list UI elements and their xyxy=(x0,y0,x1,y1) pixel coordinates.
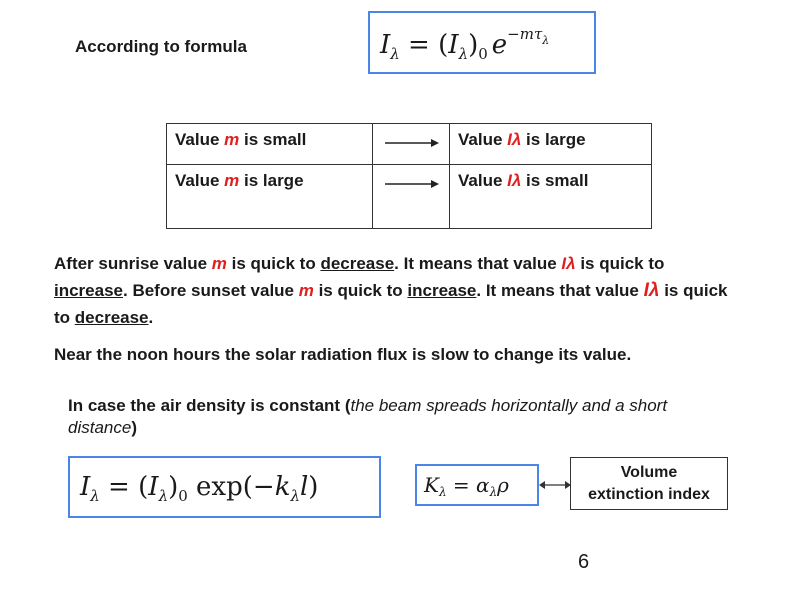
formula-extinction-rho: ρ xyxy=(497,473,509,497)
formula-extinction-eq: = xyxy=(446,473,477,497)
table-cell-arrow xyxy=(373,165,450,229)
para-text: . It means that value xyxy=(476,281,644,300)
formula-exp-lhs-sub: λ xyxy=(90,487,100,505)
para-text: is quick to xyxy=(226,254,321,273)
formula-extinction-lhs-sub: λ xyxy=(438,485,447,499)
arrow-right-icon xyxy=(381,130,441,150)
cell-text: Value xyxy=(458,171,508,190)
para-text: . It means that value xyxy=(394,254,562,273)
comparison-table xyxy=(166,123,652,229)
formula-extinction-lhs: K xyxy=(424,473,439,497)
formula-main-inner-sub: λ xyxy=(458,45,469,63)
para-text: In case the air density is constant ( xyxy=(68,396,351,415)
cell-text: Value xyxy=(175,171,225,190)
para-underlined: increase xyxy=(54,281,123,300)
formula-exp-paren-open: ( xyxy=(138,472,149,502)
para-text: is quick to xyxy=(575,254,665,273)
formula-exp xyxy=(80,472,318,505)
formula-main-eq: = xyxy=(399,30,439,60)
page-number: 6 xyxy=(578,551,590,573)
para-text: is quick to xyxy=(313,281,408,300)
cell-text: is large xyxy=(239,171,304,190)
formula-extinction-alpha-sub: λ xyxy=(489,485,498,499)
formula-exp-l: l xyxy=(299,472,309,502)
formula-extinction xyxy=(424,473,509,499)
table-cell-arrow xyxy=(373,124,450,165)
cell-variable: Iλ xyxy=(507,171,522,190)
paragraph-air-density xyxy=(68,395,718,439)
formula-main-paren-sub: 0 xyxy=(478,45,488,63)
volume-extinction-box xyxy=(570,457,728,510)
table-cell-condition xyxy=(167,124,373,165)
table-cell-result xyxy=(450,165,652,229)
formula-exp-eq: = xyxy=(99,472,139,502)
double-arrow-icon xyxy=(538,478,572,492)
table-cell-condition xyxy=(167,165,373,229)
para-text: . xyxy=(148,308,154,327)
para-text: ) xyxy=(131,418,137,437)
formula-exp-inner: I xyxy=(148,472,159,502)
para-text: After sunrise value xyxy=(54,254,212,273)
table-cell-result xyxy=(450,124,652,165)
formula-exp-k-sub: λ xyxy=(290,487,300,505)
formula-exp-inner-sub: λ xyxy=(158,487,169,505)
formula-exp-paren-sub: 0 xyxy=(178,487,188,505)
cell-text: Value xyxy=(458,130,508,149)
para-italic: the beam spreads horizontally and a short distance xyxy=(68,396,668,437)
formula-main-base: e xyxy=(491,30,508,60)
formula-exp-func: exp xyxy=(187,472,243,502)
formula-exp-lhs: I xyxy=(80,472,91,502)
formula-main-inner: I xyxy=(448,30,459,60)
para-variable: Iλ xyxy=(561,254,576,273)
paragraph-noon: Near the noon hours the solar radiation flux is slow to change its value. xyxy=(54,345,632,364)
para-underlined: increase xyxy=(407,281,477,300)
formula-main xyxy=(380,25,549,63)
intro-label: According to formula xyxy=(75,37,247,56)
arrow-right-icon xyxy=(381,171,441,191)
formula-main-exponent-sub: λ xyxy=(542,34,550,47)
formula-main-paren-close: ) xyxy=(468,30,479,60)
para-text: is quick to xyxy=(54,281,728,327)
formula-extinction-alpha: α xyxy=(476,473,490,497)
cell-text: Value xyxy=(175,130,225,149)
formula-main-paren-open: ( xyxy=(438,30,449,60)
formula-exp-paren-close: ) xyxy=(168,472,179,502)
paragraph-sunrise-sunset xyxy=(54,250,734,331)
para-variable: Iλ xyxy=(643,280,660,301)
cell-text: is small xyxy=(239,130,307,149)
para-variable: m xyxy=(298,281,314,300)
cell-text: is small xyxy=(521,171,589,190)
formula-main-exponent: −mτ xyxy=(507,25,543,43)
para-underlined: decrease xyxy=(74,308,149,327)
cell-variable: m xyxy=(224,171,240,190)
cell-text: is large xyxy=(521,130,586,149)
para-underlined: decrease xyxy=(320,254,395,273)
volume-box-line2: extinction index xyxy=(588,486,710,503)
formula-exp-arg-open: (− xyxy=(242,472,275,502)
formula-main-lhs-sub: λ xyxy=(390,45,400,63)
cell-variable: Iλ xyxy=(507,130,522,149)
cell-variable: m xyxy=(224,130,240,149)
volume-box-line1: Volume xyxy=(620,464,678,481)
formula-exp-k: k xyxy=(274,472,291,502)
formula-box-extinction xyxy=(415,464,539,506)
formula-exp-arg-close: ) xyxy=(308,472,319,502)
para-text: . Before sunset value xyxy=(123,281,299,300)
para-variable: m xyxy=(211,254,227,273)
formula-main-lhs: I xyxy=(380,30,391,60)
formula-box-main xyxy=(368,11,596,74)
table-row xyxy=(167,124,652,165)
table-row xyxy=(167,165,652,229)
formula-box-exp xyxy=(68,456,381,518)
